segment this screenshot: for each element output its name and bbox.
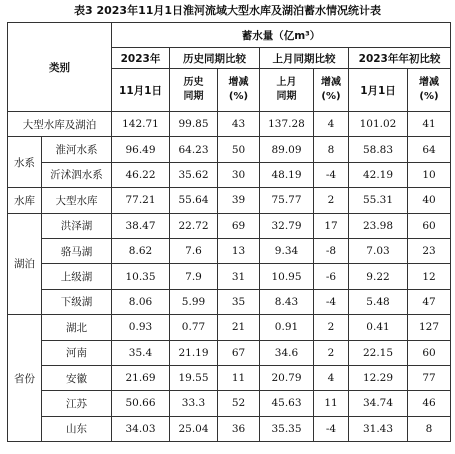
value-2023: 8.62 [112, 238, 170, 263]
value-lastmonth: 137.28 [260, 112, 314, 137]
value-hist: 33.3 [170, 391, 218, 416]
storage-table [7, 22, 451, 442]
value-jan1: 23.98 [349, 213, 408, 238]
value-hist-pct: 69 [218, 213, 260, 238]
value-2023: 35.4 [112, 340, 170, 365]
table-row [8, 340, 451, 365]
header-hist-pct [218, 69, 260, 112]
value-lastmonth-pct: -4 [314, 416, 349, 441]
header-lastmonth-compare: 上月同期比较 [260, 48, 349, 69]
value-hist: 0.77 [170, 315, 218, 340]
table-row [8, 365, 451, 390]
value-hist-pct: 67 [218, 340, 260, 365]
value-hist: 35.62 [170, 162, 218, 187]
row-name: 江苏 [42, 391, 112, 416]
value-2023: 10.35 [112, 264, 170, 289]
row-name: 河南 [42, 340, 112, 365]
row-name: 湖北 [42, 315, 112, 340]
group-label: 省份 [8, 315, 42, 442]
value-jan1-pct: 64 [408, 137, 451, 162]
table-row [8, 162, 451, 187]
row-name: 安徽 [42, 365, 112, 390]
header-category: 类别 [8, 23, 112, 112]
value-jan1: 31.43 [349, 416, 408, 441]
value-hist-pct: 39 [218, 188, 260, 213]
value-2023: 77.21 [112, 188, 170, 213]
row-name: 沂沭泗水系 [42, 162, 112, 187]
value-jan1-pct: 77 [408, 365, 451, 390]
row-name: 大型水库 [42, 188, 112, 213]
table-row [8, 188, 451, 213]
value-hist-pct: 30 [218, 162, 260, 187]
value-jan1-pct: 12 [408, 264, 451, 289]
value-lastmonth: 48.19 [260, 162, 314, 187]
table-row [8, 238, 451, 263]
value-hist-pct: 35 [218, 289, 260, 314]
table-row [8, 315, 451, 340]
table-row [8, 112, 451, 137]
value-hist: 7.6 [170, 238, 218, 263]
table-row [8, 391, 451, 416]
header-hist-compare: 历史同期比较 [170, 48, 260, 69]
value-hist-pct: 21 [218, 315, 260, 340]
value-jan1: 101.02 [349, 112, 408, 137]
value-lastmonth-pct: 4 [314, 365, 349, 390]
value-jan1-pct: 10 [408, 162, 451, 187]
value-2023: 50.66 [112, 391, 170, 416]
header-lastmonth-pct [314, 69, 349, 112]
value-lastmonth-pct: 2 [314, 188, 349, 213]
group-label: 水系 [8, 137, 42, 188]
value-2023: 8.06 [112, 289, 170, 314]
value-lastmonth: 0.91 [260, 315, 314, 340]
value-lastmonth-pct: -6 [314, 264, 349, 289]
value-lastmonth: 45.63 [260, 391, 314, 416]
row-name: 上级湖 [42, 264, 112, 289]
value-jan1: 22.15 [349, 340, 408, 365]
value-hist: 5.99 [170, 289, 218, 314]
header-lm-line2: 同期 [276, 91, 297, 102]
value-jan1: 0.41 [349, 315, 408, 340]
table-row [8, 416, 451, 441]
value-jan1-pct: 47 [408, 289, 451, 314]
value-jan1-pct: 8 [408, 416, 451, 441]
value-lastmonth-pct: -8 [314, 238, 349, 263]
header-inc-line1: 增减 [419, 77, 440, 88]
value-jan1: 34.74 [349, 391, 408, 416]
value-hist: 21.19 [170, 340, 218, 365]
value-lastmonth: 35.35 [260, 416, 314, 441]
value-2023: 0.93 [112, 315, 170, 340]
header-yearstart-compare: 2023年年初比较 [349, 48, 451, 69]
value-lastmonth: 9.34 [260, 238, 314, 263]
row-name: 大型水库及湖泊 [8, 112, 112, 137]
value-hist-pct: 11 [218, 365, 260, 390]
group-label: 湖泊 [8, 213, 42, 315]
header-hist-line2: 同期 [183, 91, 204, 102]
table-row [8, 137, 451, 162]
value-2023: 34.03 [112, 416, 170, 441]
header-lm-line1: 上月 [276, 77, 297, 88]
value-2023: 21.69 [112, 365, 170, 390]
value-jan1: 5.48 [349, 289, 408, 314]
value-lastmonth: 32.79 [260, 213, 314, 238]
header-nov1: 11月1日 [112, 69, 170, 112]
value-hist-pct: 13 [218, 238, 260, 263]
value-2023: 46.22 [112, 162, 170, 187]
value-2023: 38.47 [112, 213, 170, 238]
value-jan1: 58.83 [349, 137, 408, 162]
value-lastmonth: 8.43 [260, 289, 314, 314]
row-name: 洪泽湖 [42, 213, 112, 238]
value-jan1-pct: 60 [408, 340, 451, 365]
value-lastmonth: 75.77 [260, 188, 314, 213]
value-hist: 25.04 [170, 416, 218, 441]
value-jan1: 7.03 [349, 238, 408, 263]
group-label: 水库 [8, 188, 42, 213]
value-2023: 96.49 [112, 137, 170, 162]
header-storage: 蓄水量（亿m³） [112, 23, 451, 48]
header-inc-line2: (%) [228, 91, 249, 102]
value-jan1: 9.22 [349, 264, 408, 289]
value-lastmonth: 20.79 [260, 365, 314, 390]
header-lastmonth-value [260, 69, 314, 112]
table-row [8, 289, 451, 314]
value-lastmonth-pct: 17 [314, 213, 349, 238]
value-hist-pct: 43 [218, 112, 260, 137]
header-inc-line2: (%) [419, 91, 439, 102]
header-hist-value [170, 69, 218, 112]
header-2023: 2023年 [112, 48, 170, 69]
value-lastmonth-pct: -4 [314, 289, 349, 314]
value-jan1-pct: 60 [408, 213, 451, 238]
header-inc-line1: 增减 [321, 77, 341, 88]
value-lastmonth-pct: 2 [314, 340, 349, 365]
value-jan1: 12.29 [349, 365, 408, 390]
header-yearstart-pct [408, 69, 451, 112]
value-lastmonth-pct: -4 [314, 162, 349, 187]
table-row [8, 264, 451, 289]
value-jan1-pct: 40 [408, 188, 451, 213]
header-inc-line1: 增减 [228, 77, 249, 88]
value-lastmonth: 10.95 [260, 264, 314, 289]
row-name: 淮河水系 [42, 137, 112, 162]
header-inc-line2: (%) [321, 91, 341, 102]
value-lastmonth: 34.6 [260, 340, 314, 365]
value-2023: 142.71 [112, 112, 170, 137]
value-lastmonth-pct: 4 [314, 112, 349, 137]
value-lastmonth-pct: 2 [314, 315, 349, 340]
row-name: 下级湖 [42, 289, 112, 314]
value-hist-pct: 31 [218, 264, 260, 289]
value-lastmonth-pct: 11 [314, 391, 349, 416]
value-jan1-pct: 127 [408, 315, 451, 340]
value-hist: 64.23 [170, 137, 218, 162]
value-lastmonth-pct: 8 [314, 137, 349, 162]
header-hist-line1: 历史 [183, 77, 204, 88]
value-hist: 99.85 [170, 112, 218, 137]
value-jan1-pct: 46 [408, 391, 451, 416]
value-hist: 19.55 [170, 365, 218, 390]
value-lastmonth: 89.09 [260, 137, 314, 162]
value-hist-pct: 52 [218, 391, 260, 416]
value-jan1: 42.19 [349, 162, 408, 187]
value-hist-pct: 50 [218, 137, 260, 162]
row-name: 骆马湖 [42, 238, 112, 263]
table-caption: 表3 2023年11月1日淮河流域大型水库及湖泊蓄水情况统计表 [73, 4, 382, 17]
value-hist: 55.64 [170, 188, 218, 213]
value-hist: 7.9 [170, 264, 218, 289]
value-jan1: 55.31 [349, 188, 408, 213]
header-jan1: 1月1日 [349, 69, 408, 112]
value-hist-pct: 36 [218, 416, 260, 441]
value-jan1-pct: 41 [408, 112, 451, 137]
value-jan1-pct: 23 [408, 238, 451, 263]
row-name: 山东 [42, 416, 112, 441]
value-hist: 22.72 [170, 213, 218, 238]
table-row [8, 213, 451, 238]
